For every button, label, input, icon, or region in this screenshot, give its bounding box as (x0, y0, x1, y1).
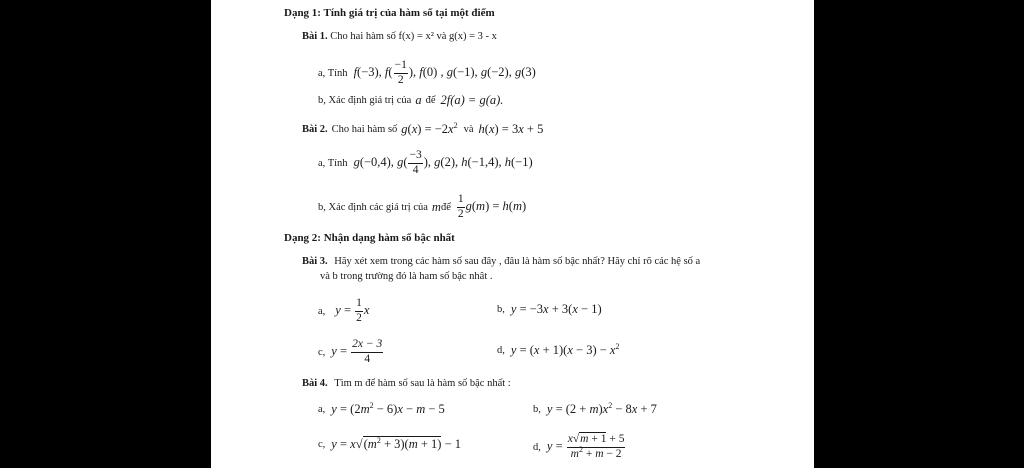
bai-1-a-expression: f(−3), f( $\frac{-1}{2}$ ), f(0) , g(−1), g(−2), g(3) (353, 59, 536, 86)
bai-1-b-label: b, Xác định giá trị của (318, 95, 412, 106)
bai-3-c-label: c, (318, 346, 326, 358)
heading-dang-2: Dạng 2: Nhận dạng hàm số bậc nhất (284, 232, 455, 244)
bai-2-statement (302, 122, 543, 137)
bai-1-statement (302, 31, 497, 42)
bai-2-part-a (318, 146, 533, 180)
bai-3-b-expression: y = −3x + 3(x − 1) (510, 302, 602, 316)
bai-4-a-expression: $y = (2m^2 - 6)x - m - 5$ (331, 400, 445, 416)
bai-4-d-expression: y = $\frac{x√m + 1 + 5}{m^2 + m - 2}$ (546, 433, 625, 460)
bai-4-d-label: d, (533, 441, 541, 453)
bai-2-b-var: m (431, 199, 441, 214)
bai-4-statement (302, 378, 511, 389)
bai-4-b-label: b, (533, 404, 541, 415)
bai-3-option-a (318, 294, 369, 328)
bai-3-d-label: d, (497, 345, 505, 356)
bai-2-a-expression: g(−0,4), g( $\frac{-3}{4}$ ), g(2), h(−1,4), h(−1) (353, 149, 533, 176)
bai-4-c-label: c, (318, 439, 326, 450)
bai-4-option-b (533, 402, 657, 417)
bai-3-number: Bài 3. (302, 256, 328, 267)
bai-3-option-c (318, 335, 384, 369)
document-page (211, 0, 814, 468)
bai-4-c-expression: $y = x√(m^2 + 3)(m + 1) - 1$ (331, 435, 461, 451)
bai-1-b-mid: để (425, 95, 436, 106)
bai-3-statement-line1 (302, 256, 700, 267)
bai-2-b-mid: để (440, 201, 451, 213)
bai-3-text-line2: và b trong trường đó là ham số bậc nhât . (320, 271, 493, 282)
bai-3-a-label: a, (318, 305, 326, 317)
bai-2-g-def: $g(x) = -2x^2$ (401, 120, 458, 136)
bai-3-option-d (497, 343, 619, 358)
bai-1-b-expression: 2f(a) = g(a). (440, 93, 504, 107)
bai-1-part-a (318, 56, 536, 90)
bai-2-b-expression: $\frac{1}{2}$ g(m) = h(m) (457, 193, 527, 220)
bai-3-c-expression: y = $\frac{2x - 3}{4}$ (331, 338, 383, 365)
bai-3-a-expression: y = $\frac{1}{2}$ x (335, 297, 370, 324)
bai-3-d-expression: $y = (x + 1)(x - 3) - x^2$ (510, 341, 620, 357)
bai-4-number: Bài 4. (302, 378, 328, 389)
bai-2-b-label: b, Xác định các giá trị của (318, 201, 428, 213)
bai-3-text-line1: Hãy xét xem trong các hàm số sau đây , đâu là hàm số bậc nhất? Hãy chỉ rõ các hệ số a (334, 256, 701, 267)
bai-1-b-var: a (415, 93, 422, 107)
bai-2-text: Cho hai hàm số (331, 124, 398, 135)
bai-1-text: Cho hai hàm số f(x) = x² và g(x) = 3 - x (330, 31, 497, 42)
bai-2-a-label: a, Tính (318, 157, 348, 169)
bai-3-option-b (497, 302, 602, 317)
bai-2-and: và (463, 124, 474, 135)
bai-4-option-a (318, 402, 445, 417)
bai-1-part-b (318, 93, 503, 108)
bai-2-h-def: h(x) = 3x + 5 (478, 122, 544, 136)
bai-2-number: Bài 2. (302, 124, 328, 135)
heading-dang-1: Dạng 1: Tính giá trị của hàm số tại một điểm (284, 7, 495, 19)
bai-4-a-label: a, (318, 404, 326, 415)
bai-3-b-label: b, (497, 304, 505, 315)
bai-2-part-b (318, 190, 526, 224)
bai-4-option-c (318, 437, 461, 452)
bai-4-text: Tìm m để hàm số sau là hàm số bậc nhất : (334, 378, 511, 389)
bai-4-option-d (533, 427, 626, 467)
bai-4-b-expression: $y = (2 + m)x^2 - 8x + 7$ (546, 400, 657, 416)
bai-1-a-label: a, Tính (318, 67, 348, 79)
bai-1-number: Bài 1. (302, 31, 328, 42)
